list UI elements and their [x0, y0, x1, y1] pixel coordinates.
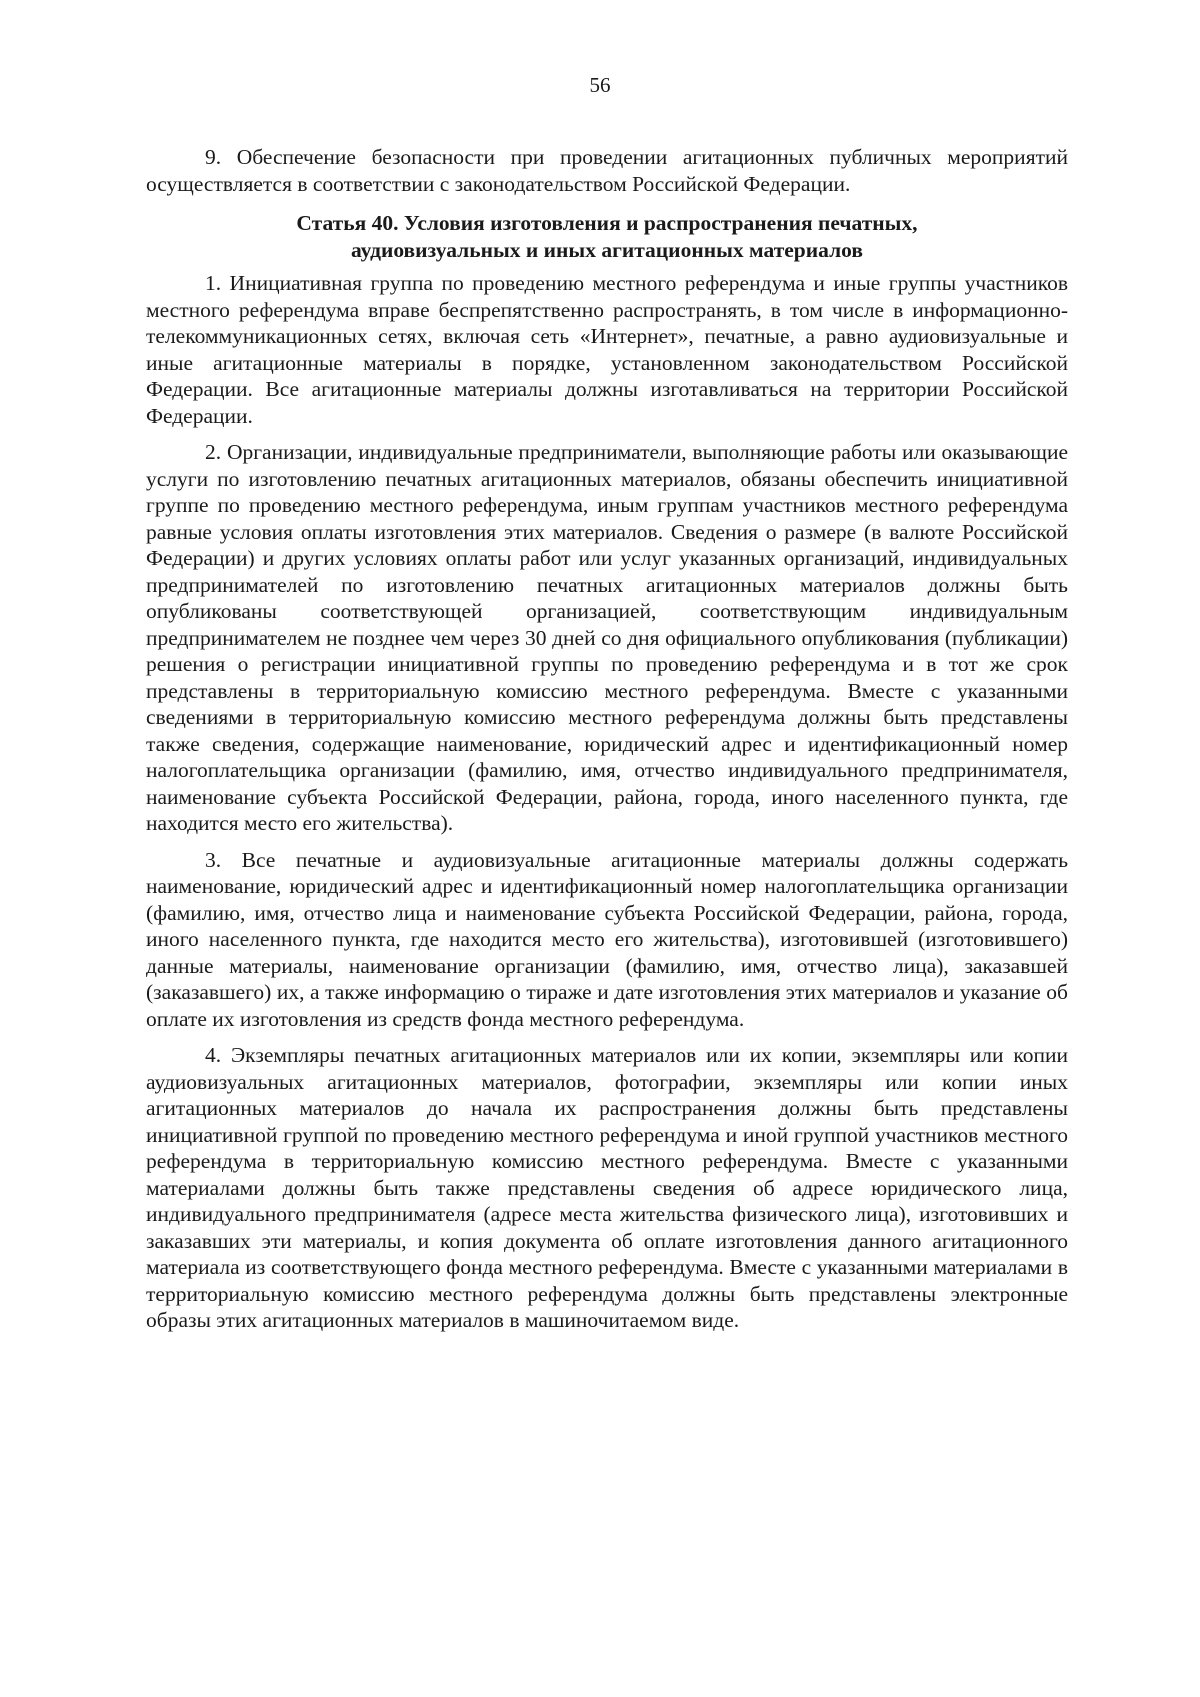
article-heading-line-2: аудиовизуальных и иных агитационных материалов	[351, 237, 863, 262]
article-paragraph-1: 1. Инициативная группа по проведению местного референдума и иные группы участников местного референдума вправе беспрепятственно распространять, в том числе в информационно-телекоммуникационных сетях, включая сеть «Интернет», печатные, а равно аудиовизуальные и иные агитационные материалы в порядке, установленном законодательством Российской Федерации. Все агитационные материалы должны изготавливаться на территории Российской Федерации.	[146, 271, 1068, 428]
page-content	[146, 144, 1068, 1334]
article-paragraph-2: 2. Организации, индивидуальные предприниматели, выполняющие работы или оказывающие услуги по изготовлению печатных агитационных материалов, обязаны обеспечить инициативной группе по проведению местного референдума, иным группам участников местного референдума равные условия оплаты изготовления этих материалов. Сведения о размере (в валюте Российской Федерации) и других условиях оплаты работ или услуг указанных организаций, индивидуальных предпринимателей по изготовлению печатных агитационных материалов должны быть опубликованы соответствующей организацией, соответствующим индивидуальным предпринимателем не позднее чем через 30 дней со дня официального опубликования (публикации) решения о регистрации инициативной группы по проведению референдума и в тот же срок представлены в территориальную комиссию местного референдума. Вместе с указанными сведениями в территориальную комиссию местного референдума должны быть представлены также сведения, содержащие наименование, юридический адрес и идентификационный номер налогоплательщика организации (фамилию, имя, отчество индивидуального предпринимателя, наименование субъекта Российской Федерации, района, города, иного населенного пункта, где находится место его жительства).	[146, 440, 1068, 835]
page-number: 56	[589, 73, 611, 97]
article-paragraph-4: 4. Экземпляры печатных агитационных материалов или их копии, экземпляры или копии аудиовизуальных агитационных материалов, фотографии, экземпляры или копии иных агитационных материалов до начала их распространения должны быть представлены инициативной группой по проведению местного референдума и иной группой участников местного референдума в территориальную комиссию местного референдума. Вместе с указанными материалами должны быть также представлены сведения об адресе юридического лица, индивидуального предпринимателя (адресе места жительства физического лица), изготовивших и заказавших эти материалы, и копия документа об оплате изготовления данного агитационного материала из соответствующего фонда местного референдума. Вместе с указанными материалами в территориальную комиссию местного референдума должны быть представлены электронные образы этих агитационных материалов в машиночитаемом виде.	[146, 1043, 1068, 1332]
article-40-heading	[146, 210, 1068, 263]
article-paragraph-3: 3. Все печатные и аудиовизуальные агитационные материалы должны содержать наименование, юридический адрес и идентификационный номер налогоплательщика организации (фамилию, имя, отчество лица и наименование субъекта Российской Федерации, района, города, иного населенного пункта, где находится место его жительства), изготовившей (изготовившего) данные материалы, наименование организации (фамилию, имя, отчество лица), заказавшей (заказавшего) их, а также информацию о тираже и дате изготовления этих материалов и указание об оплате их изготовления из средств фонда местного референдума.	[146, 847, 1068, 1031]
article-heading-line-1: Статья 40. Условия изготовления и распространения печатных,	[296, 211, 918, 235]
paragraph-9-security: 9. Обеспечение безопасности при проведении агитационных публичных мероприятий осуществляется в соответствии с законодательством Российской Федерации.	[146, 145, 1068, 196]
